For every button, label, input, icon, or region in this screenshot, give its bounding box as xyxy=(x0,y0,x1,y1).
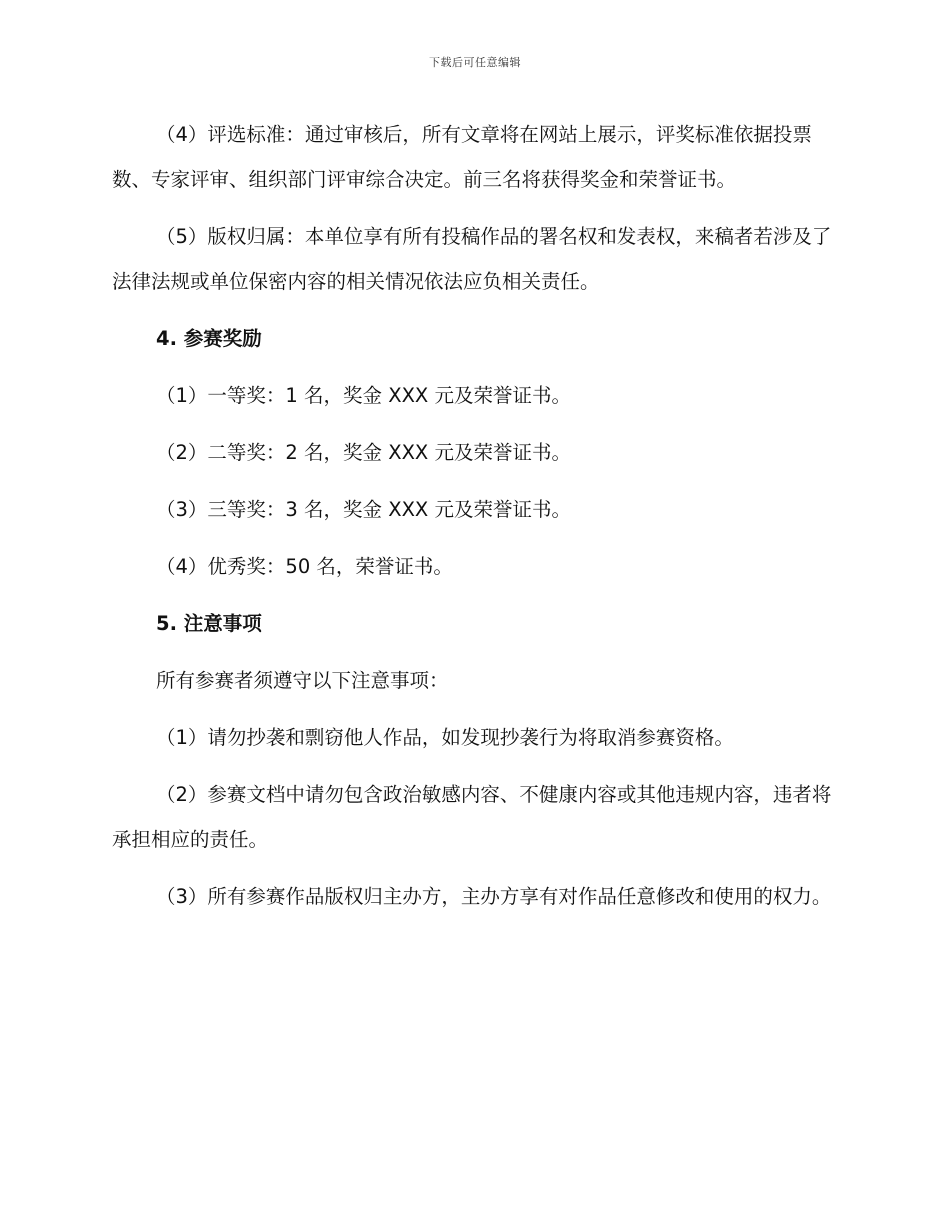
award-second-prize: （2）二等奖：2 名，奖金 XXX 元及荣誉证书。 xyxy=(156,441,571,464)
document-body xyxy=(112,112,832,931)
note-plagiarism: （1）请勿抄袭和剽窃他人作品，如发现抄袭行为将取消参赛资格。 xyxy=(156,726,734,749)
page-header: 下载后可任意编辑 xyxy=(429,56,521,69)
award-third-prize: （3）三等奖：3 名，奖金 XXX 元及荣誉证书。 xyxy=(156,498,571,521)
award-first-prize: （1）一等奖：1 名，奖金 XXX 元及荣誉证书。 xyxy=(156,384,571,407)
paragraph-copyright: （5）版权归属：本单位享有所有投稿作品的署名权和发表权，来稿者若涉及了法律法规或单位保密内容的相关情况依法应负相关责任。 xyxy=(112,225,832,293)
note-prohibited-content: （2）参赛文档中请勿包含政治敏感内容、不健康内容或其他违规内容，违者将承担相应的责任。 xyxy=(112,783,832,851)
notes-intro: 所有参赛者须遵守以下注意事项： xyxy=(156,669,449,692)
section-heading-awards: 4. 参赛奖励 xyxy=(156,327,262,350)
award-excellence-prize: （4）优秀奖：50 名，荣誉证书。 xyxy=(156,555,453,578)
paragraph-judging-criteria: （4）评选标准：通过审核后，所有文章将在网站上展示，评奖标准依据投票数、专家评审、组织部门评审综合决定。前三名将获得奖金和荣誉证书。 xyxy=(112,123,812,191)
section-heading-notes: 5. 注意事项 xyxy=(156,612,262,635)
note-copyright-ownership: （3）所有参赛作品版权归主办方，主办方享有对作品任意修改和使用的权力。 xyxy=(156,885,832,908)
